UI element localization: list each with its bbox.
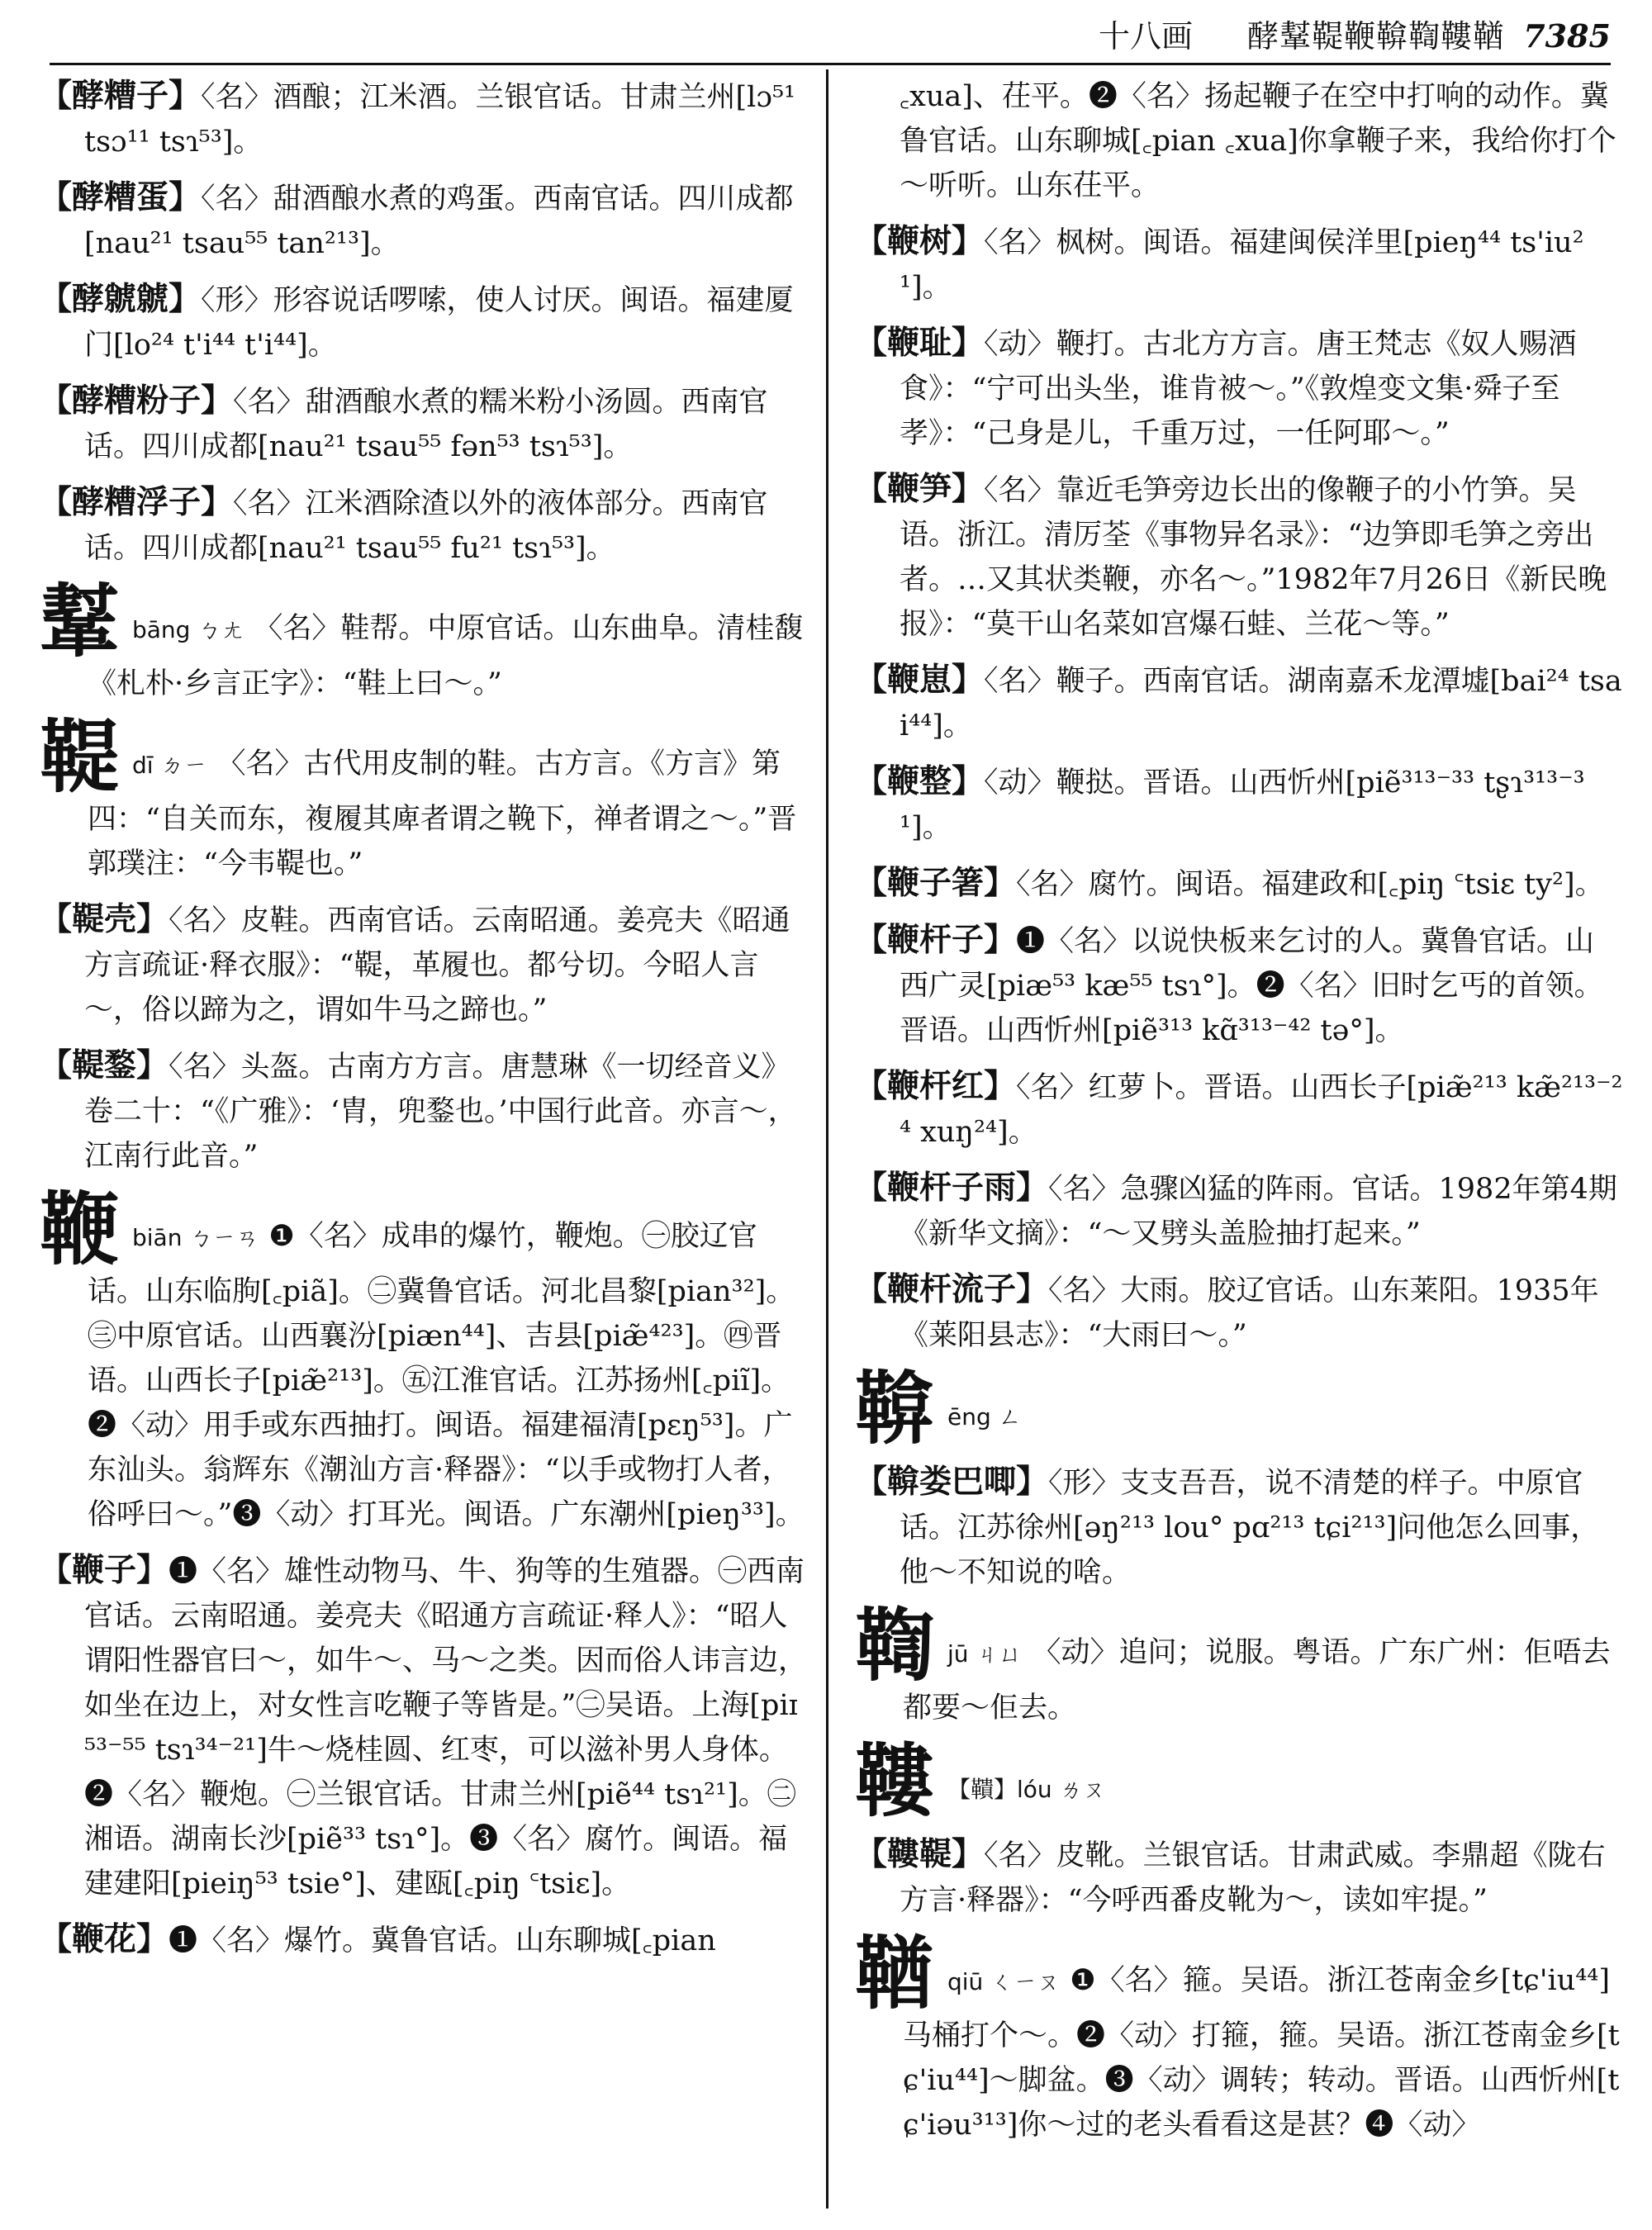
compound-entry bbox=[855, 1833, 1623, 1923]
right-column bbox=[855, 74, 1623, 2159]
headword-pinyin: jū ㄐㄩ bbox=[947, 1640, 1023, 1668]
headword-character: 鞧 bbox=[855, 1927, 934, 2020]
headword-character: 鞮 bbox=[40, 710, 119, 804]
compound-headword: 【酵糟浮子】 bbox=[40, 484, 234, 521]
compound-entry bbox=[855, 760, 1623, 850]
headword-pinyin: biān ㄅㄧㄢ bbox=[132, 1224, 259, 1251]
compound-entry bbox=[855, 321, 1623, 456]
compound-entry bbox=[40, 1918, 808, 1963]
entry-definition: 〈名〉甜酒酿水煮的鸡蛋。西南官话。四川成都[nau²¹ tsau⁵⁵ tan²¹³]。 bbox=[84, 183, 794, 260]
entry-definition: 〈名〉鞋帮。中原官话。山东曲阜。清桂馥《札朴·乡言正字》：“鞋上曰～。” bbox=[88, 612, 804, 700]
entry-definition: ❶〈名〉箍。吴语。浙江苍南金乡[tɕ'iu⁴⁴]马桶打个～。❷〈动〉打箍，箍。吴语。浙江苍南金乡[tɕ'iu⁴⁴]～脚盆。❸〈动〉调转；转动。晋语。山西忻州[tɕ'iəu³¹³]你～过的老头看看这是甚？❹〈动〉 bbox=[903, 1964, 1620, 2142]
compound-headword: 【鞮鍪】 bbox=[40, 1047, 169, 1084]
compound-headword: 【鞭子箸】 bbox=[855, 865, 1017, 902]
compound-headword: 【酵糟粉子】 bbox=[40, 382, 234, 420]
compound-headword: 【鞭杆子】 bbox=[855, 922, 1017, 959]
header-rule bbox=[50, 63, 1611, 65]
left-column bbox=[40, 74, 808, 1975]
compound-headword: 【鞥娄巴唧】 bbox=[855, 1464, 1049, 1501]
headword-character: 鞥 bbox=[855, 1362, 934, 1455]
compound-headword: 【鞭杆子雨】 bbox=[855, 1170, 1049, 1207]
entry-definition: 〈动〉鞭打。古北方方言。唐王梵志《奴人赐酒食》：“宁可出头坐，谁肯被～。”《敦煌变文集·舜子至孝》：“己身是儿，千重万过，一任阿耶～。” bbox=[900, 328, 1577, 450]
headword-pinyin: 【鞼】lóu ㄌㄡ bbox=[947, 1776, 1106, 1803]
entry-definition: 〈名〉皮鞋。西南官话。云南昭通。姜亮夫《昭通方言疏证·释衣服》：“鞮，革履也。都兮切。今昭人言～，俗以蹄为之，谓如牛马之蹄也。” bbox=[84, 904, 790, 1027]
entry-definition: 〈名〉大雨。胶辽官话。山东莱阳。1935年《莱阳县志》：“大雨曰～。” bbox=[900, 1274, 1599, 1352]
entry-definition: 〈名〉红萝卜。晋语。山西长子[piæ̃²¹³ kæ̃²¹³⁻²⁴ xuŋ²⁴]。 bbox=[900, 1071, 1623, 1149]
headword-pinyin: ēng ㄥ bbox=[947, 1403, 1022, 1431]
compound-entry bbox=[855, 220, 1623, 310]
entry-definition: 〈形〉支支吾吾，说不清楚的样子。中原官话。江苏徐州[əŋ²¹³ lou° pɑ²¹³ tɕi²¹³]问他怎么回事，他～不知说的啥。 bbox=[900, 1467, 1600, 1589]
entry-definition: 〈名〉甜酒酿水煮的糯米粉小汤圆。西南官话。四川成都[nau²¹ tsau⁵⁵ fən⁵³ tsɿ⁵³]。 bbox=[84, 386, 768, 463]
compound-entry bbox=[40, 176, 808, 266]
compound-entry bbox=[40, 379, 808, 469]
compound-entry bbox=[40, 74, 808, 164]
headword-character: 鞭 bbox=[40, 1183, 119, 1276]
headword-entry bbox=[855, 1599, 1623, 1730]
entry-definition: 〈名〉皮靴。兰银官话。甘肃武威。李鼎超《陇右方言·释器》：“今呼西番皮靴为～，读如牢提。” bbox=[900, 1839, 1606, 1917]
compound-headword: 【鞭子】 bbox=[40, 1552, 169, 1589]
running-header bbox=[1066, 12, 1611, 61]
headword-pinyin: dī ㄉㄧ bbox=[132, 752, 207, 779]
entry-definition: ❶〈名〉雄性动物马、牛、狗等的生殖器。㊀西南官话。云南昭通。姜亮夫《昭通方言疏证·释人》：“昭人谓阳性器官曰～，如牛～、马～之类。因而俗人讳言边，如坐在边上，对女性言吃鞭子等皆是。”㊁吴语。上海[piɪ⁵³⁻⁵⁵ tsɿ³⁴⁻²¹]牛～烧桂圆、红枣，可以滋补男人身体。❷〈名〉鞭炮。㊀兰银官话。甘肃兰州[piẽ⁴⁴ tsɿ²¹]。㊁湘语。湖南长沙[piẽ³³ tsɿ°]。❸〈名〉腐竹。闽语。福建建阳[pieiŋ⁵³ tsie°]、建瓯[꜀piŋ ꜂tsiɛ]。 bbox=[84, 1555, 808, 1900]
compound-entry bbox=[855, 1268, 1623, 1358]
headword-entry bbox=[40, 710, 808, 886]
entry-definition: ❶〈名〉以说快板来乞讨的人。冀鲁官话。山西广灵[piæ⁵³ kæ⁵⁵ tsɿ°]。❷〈名〉旧时乞丐的首领。晋语。山西忻州[piẽ³¹³ kɑ̃³¹³⁻⁴² tə°]。 bbox=[900, 925, 1603, 1047]
entry-definition: 〈名〉靠近毛笋旁边长出的像鞭子的小竹笋。吴语。浙江。清厉荃《事物异名录》：“边笋即毛笋之旁出者。…又其状类鞭，亦名～。”1982年7月26日《新民晚报》：“莫干山名菜如宫爆石蛙、兰花～等。” bbox=[900, 474, 1607, 641]
section-label: 十八画 bbox=[1099, 18, 1194, 55]
compound-entry bbox=[40, 1549, 808, 1906]
headword-pinyin: qiū ㄑㄧㄡ bbox=[947, 1968, 1061, 1995]
compound-headword: 【鞭崽】 bbox=[855, 662, 985, 699]
entry-definition: 〈动〉追问；说服。粤语。广东广州：佢唔去都要～佢去。 bbox=[903, 1636, 1611, 1725]
compound-headword: 【鞭杆流子】 bbox=[855, 1271, 1049, 1308]
column-divider bbox=[826, 69, 828, 2209]
headword-entry bbox=[40, 575, 808, 706]
headword-character: 鞻 bbox=[855, 1734, 934, 1828]
compound-headword: 【鞭树】 bbox=[855, 223, 985, 260]
compound-entry bbox=[855, 658, 1623, 748]
compound-headword: 【鞭花】 bbox=[40, 1921, 169, 1958]
compound-headword: 【鞭整】 bbox=[855, 763, 985, 800]
entry-definition: 〈名〉急骤凶猛的阵雨。官话。1982年第4期《新华文摘》：“～又劈头盖脸抽打起来。” bbox=[900, 1173, 1617, 1250]
entry-definition: 〈名〉酒酿；江米酒。兰银官话。甘肃兰州[lɔ⁵¹ tsɔ¹¹ tsɿ⁵³]。 bbox=[84, 81, 796, 159]
compound-headword: 【鞭耻】 bbox=[855, 325, 985, 362]
headword-entry bbox=[855, 1734, 1623, 1828]
compound-entry bbox=[855, 1065, 1623, 1155]
headword-entry bbox=[40, 1183, 808, 1537]
headword-character: 鞫 bbox=[855, 1599, 934, 1692]
headword-entry bbox=[855, 1927, 1623, 2147]
compound-entry bbox=[40, 898, 808, 1032]
compound-entry bbox=[855, 861, 1623, 907]
entry-definition: 〈名〉枫树。闽语。福建闽侯洋里[pieŋ⁴⁴ ts'iu²¹]。 bbox=[900, 226, 1584, 304]
entry-definition: 〈动〉鞭挞。晋语。山西忻州[piẽ³¹³⁻³³ tʂɿ³¹³⁻³¹]。 bbox=[900, 766, 1585, 844]
entry-definition: 〈名〉腐竹。闽语。福建政和[꜀piŋ ꜂tsiɛ ty²]。 bbox=[1016, 868, 1604, 901]
header-characters: 酵鞤鞮鞭鞥鞫鞻鞧 bbox=[1247, 18, 1506, 55]
compound-headword: 【鞭杆红】 bbox=[855, 1068, 1017, 1105]
entry-definition: 〈形〉形容说话啰嗦，使人讨厌。闽语。福建厦门[lo²⁴ t'i⁴⁴ t'i⁴⁴]。 bbox=[84, 284, 794, 362]
compound-entry bbox=[40, 1044, 808, 1179]
headword-entry bbox=[855, 1362, 1623, 1455]
compound-headword: 【酵虩虩】 bbox=[40, 281, 202, 318]
entry-definition: 〈名〉古代用皮制的鞋。古方言。《方言》第四：“自关而东，複履其庳者谓之鞔下，禅者谓之～。”晋郭璞注：“今韦鞮也。” bbox=[88, 747, 797, 880]
headword-character: 鞤 bbox=[40, 575, 119, 668]
page-number: 7385 bbox=[1523, 17, 1611, 55]
compound-entry bbox=[40, 278, 808, 368]
entry-definition: 〈名〉江米酒除渣以外的液体部分。西南官话。四川成都[nau²¹ tsau⁵⁵ fu²¹ tsɿ⁵³]。 bbox=[84, 487, 768, 565]
compound-headword: 【鞻鞮】 bbox=[855, 1836, 985, 1873]
compound-headword: 【酵糟子】 bbox=[40, 78, 202, 115]
compound-entry bbox=[855, 1460, 1623, 1595]
compound-headword: 【鞮壳】 bbox=[40, 901, 169, 938]
compound-headword: 【酵糟蛋】 bbox=[40, 179, 202, 216]
compound-entry bbox=[855, 1166, 1623, 1256]
compound-entry bbox=[855, 918, 1623, 1053]
entry-definition: 〈名〉鞭子。西南官话。湖南嘉禾龙潭墟[bai²⁴ tsai⁴⁴]。 bbox=[900, 665, 1622, 743]
compound-entry bbox=[855, 467, 1623, 647]
compound-entry bbox=[40, 481, 808, 571]
compound-headword: 【鞭笋】 bbox=[855, 471, 985, 508]
entry-continuation: ꜀xua]、茌平。❷〈名〉扬起鞭子在空中打响的动作。冀鲁官话。山东聊城[꜀pian ꜀xua]你拿鞭子来，我给你打个～听听。山东茌平。 bbox=[900, 80, 1616, 202]
entry-definition: ❶〈名〉爆竹。冀鲁官话。山东聊城[꜀pian bbox=[169, 1924, 716, 1957]
entry-definition: 〈名〉头盔。古南方方言。唐慧琳《一切经音义》卷二十：“《广雅》：‘胄，兜鍪也。’中国行此音。亦言～，江南行此音。” bbox=[84, 1051, 797, 1173]
headword-pinyin: bāng ㄅㄤ bbox=[132, 616, 244, 643]
entry-definition: ❶〈名〉成串的爆竹，鞭炮。㊀胶辽官话。山东临朐[꜀piã]。㊁冀鲁官话。河北昌黎[pian³²]。㊂中原官话。山西襄汾[piæn⁴⁴]、吉县[piæ̃⁴²³]。㊃晋语。山西长子[piæ̃²¹³]。㊄江淮官话。江苏扬州[꜀piĩ]。❷〈动〉用手或东西抽打。闽语。福建福清[pɛŋ⁵³]。广东汕头。翁辉东《潮汕方言·释器》：“以手或物打人者，俗呼曰～。”❸〈动〉打耳光。闽语。广东潮州[pieŋ³³]。 bbox=[88, 1220, 805, 1531]
